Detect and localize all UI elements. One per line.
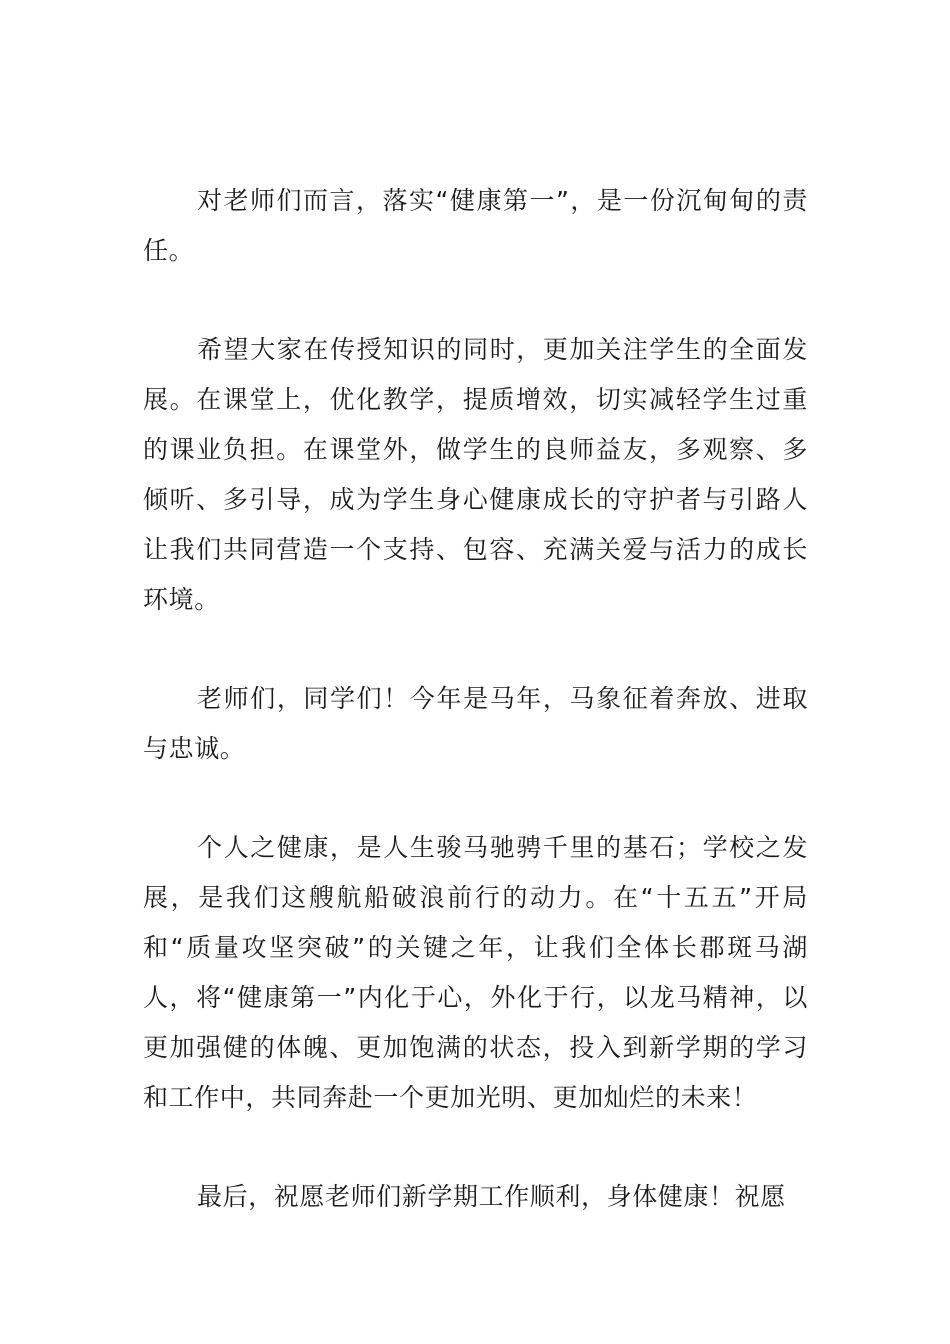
- document-body: [143, 176, 808, 1271]
- paragraph-health-and-development: 个人之健康，是人生骏马驰骋千里的基石；学校之发展，是我们这艘航船破浪前行的动力。在“十五五”开局和“质量攻坚突破”的关键之年，让我们全体长郡斑马湖人，将“健康第一”内化于心，外化于行，以龙马精神，以更加强健的体魄、更加饱满的状态，投入到新学期的学习和工作中，共同奔赴一个更加光明、更加灿烂的未来！: [143, 833, 808, 1112]
- paragraph-year-of-horse: 老师们，同学们！今年是马年，马象征着奔放、进取与忠诚。: [143, 684, 808, 763]
- paragraph-teacher-responsibility: 对老师们而言，落实“健康第一”，是一份沉甸甸的责任。: [143, 186, 808, 265]
- paragraph-teaching-hopes: 希望大家在传授知识的同时，更加关注学生的全面发展。在课堂上，优化教学，提质增效，切实减轻学生过重的课业负担。在课堂外，做学生的良师益友，多观察、多倾听、多引导，成为学生身心健康成长的守护者与引路人让我们共同营造一个支持、包容、充满关爱与活力的成长环境。: [143, 335, 808, 614]
- paragraph-closing-wishes: 最后，祝愿老师们新学期工作顺利，身体健康！祝愿: [197, 1182, 786, 1211]
